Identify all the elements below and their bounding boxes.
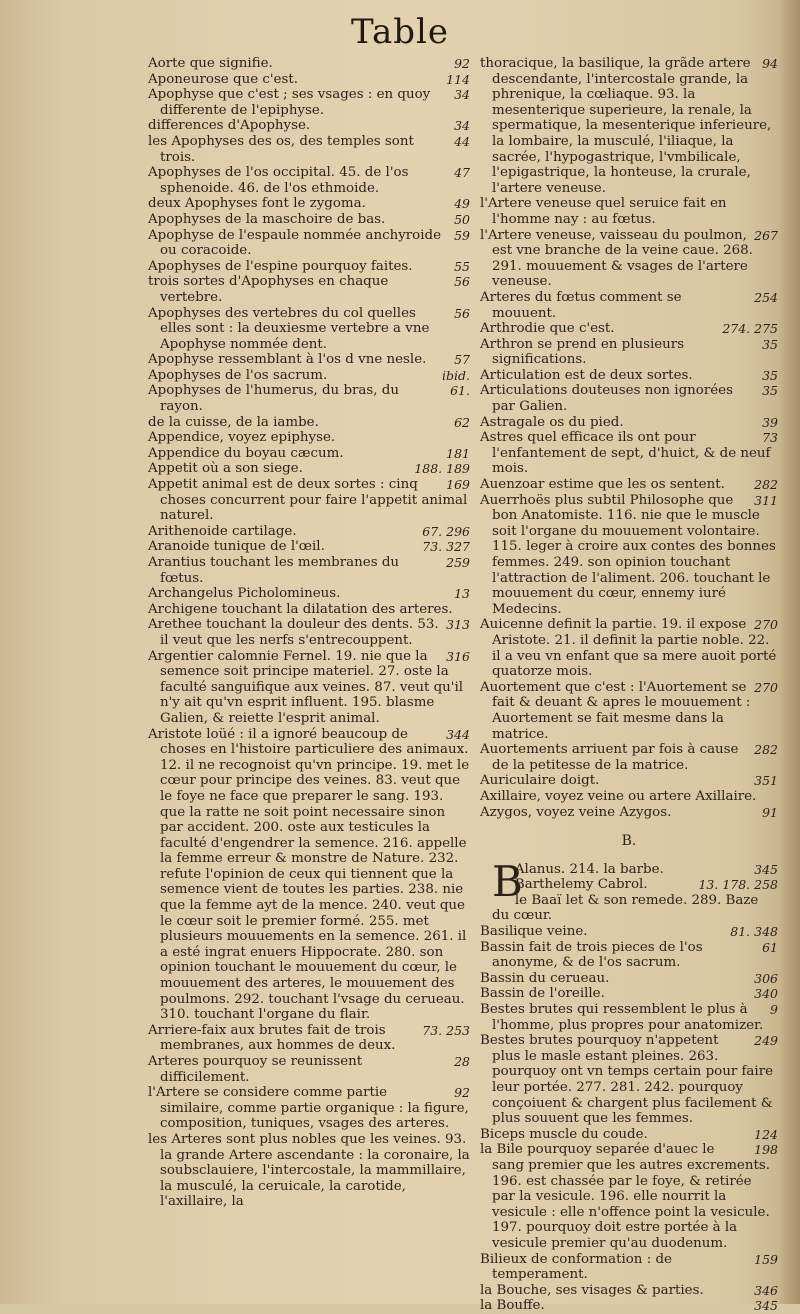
entry-page-ref: 316: [446, 648, 470, 664]
entry-page-ref: ibid.: [442, 367, 470, 383]
entry-page-ref: 81. 348: [730, 924, 778, 940]
index-entry: [148, 602, 470, 618]
index-entry: [480, 1142, 778, 1251]
entry-text: Apophyses de l'os sacrum.: [148, 367, 328, 383]
entry-page-ref: 159: [754, 1251, 778, 1267]
entry-page-ref: 61.: [450, 383, 470, 399]
index-entry: [480, 415, 778, 431]
index-entry: [148, 228, 470, 259]
entry-page-ref: 346: [754, 1282, 778, 1298]
entry-page-ref: 50: [454, 211, 470, 227]
index-entry: [480, 477, 778, 493]
entry-text: differences d'Apophyse.: [148, 118, 311, 134]
entry-text: la Bouche, ses visages & parties.: [480, 1282, 704, 1298]
entry-text: Astres quel efficace ils ont pour l'enfantement de sept, d'huict, & de neuf mois.: [480, 430, 771, 477]
entry-page-ref: 28: [454, 1054, 470, 1069]
page-gutter-shadow: [778, 0, 800, 1304]
entry-text: Alanus. 214. la barbe.: [514, 861, 664, 877]
index-entry: [480, 368, 778, 384]
entry-text: Apophyses de l'os occipital. 45. de l'os sphenoide. 46. de l'os ethmoide.: [148, 165, 409, 196]
entry-text: Bassin du cerueau.: [480, 970, 610, 986]
index-entry: [480, 196, 778, 227]
index-entry: [148, 196, 470, 212]
entry-page-ref: 47: [454, 165, 470, 181]
index-entry: [480, 383, 778, 414]
index-entry: [148, 87, 470, 118]
entry-page-ref: 39: [762, 414, 778, 430]
entry-text: Apophyses de l'espine pourquoy faites.: [148, 258, 413, 274]
entry-page-ref: 181: [446, 445, 470, 461]
entry-page-ref: 13: [454, 586, 470, 602]
entry-page-ref: 91: [762, 804, 778, 820]
entry-page-ref: 61: [762, 939, 778, 955]
index-entry: [148, 1023, 470, 1054]
index-entry: [480, 971, 778, 987]
entry-text: Astragale os du pied.: [480, 414, 624, 430]
entry-text: la Bile pourquoy separée d'auec le sang premier que les autres excrements. 196. est chassée par le foye, & retirée par la vesicule. 196. elle nourrit la vesicule : elle n'offence point la vesicule. 197. pourquoy doit estre portée à la vesicule premier qu'au duodenum.: [480, 1142, 770, 1251]
entry-text: Bestes brutes qui ressemblent le plus à l'homme, plus propres pour anatomizer.: [480, 1002, 764, 1033]
entry-text: Appetit où a son siege.: [148, 461, 303, 477]
entry-text: Arteres du fœtus comment se mouuent.: [480, 289, 682, 321]
entry-page-ref: 62: [454, 414, 470, 430]
index-entry: [148, 586, 470, 602]
entry-page-ref: 56: [454, 274, 470, 290]
index-entry: [480, 430, 778, 477]
entry-text: de la cuisse, de la iambe.: [148, 414, 319, 430]
index-entry: [480, 1127, 778, 1143]
entry-text: les Arteres sont plus nobles que les veines. 93. la grande Artere ascendante : la coronaire, la soubsclauiere, l'intercostale, la mammillaire, la musculé, la ceruicale, la carotide, l'axillaire, la: [148, 1131, 470, 1210]
entry-page-ref: 59: [454, 227, 470, 243]
entry-page-ref: 34: [454, 118, 470, 134]
entry-page-ref: 34: [454, 87, 470, 103]
entry-text: deux Apophyses font le zygoma.: [148, 196, 366, 212]
entry-text: Argentier calomnie Fernel. 19. nie que la semence soit principe materiel. 27. oste la faculté sanguifique aux veines. 87. veut qu'il n'y ait qu'vn esprit influent. 195. blasme Galien, & reiette l'esprit animal.: [148, 648, 464, 726]
entry-page-ref: 274. 275: [722, 321, 778, 337]
index-entry: [148, 415, 470, 431]
entry-text: Auicenne definit la partie. 19. il expose Aristote. 21. il definit la partie noble. 22. il a veu vn enfant que sa mere auoit porté quatorze mois.: [480, 617, 777, 680]
entry-page-ref: 35: [762, 383, 778, 399]
index-entry: [148, 56, 470, 72]
entry-page-ref: 254: [754, 289, 778, 305]
index-entry: [480, 789, 778, 805]
index-entry: [148, 524, 470, 540]
entry-text: trois sortes d'Apophyses en chaque vertebre.: [148, 274, 389, 305]
entry-text: Axillaire, voyez veine ou artere Axillaire.: [480, 788, 757, 804]
index-entry: [480, 877, 778, 893]
index-entry: [148, 352, 470, 368]
index-entry: [480, 680, 778, 742]
entry-text: Auriculaire doigt.: [480, 773, 600, 789]
entry-page-ref: 73. 327: [422, 539, 470, 555]
dropcap-letter: B: [492, 856, 523, 906]
entry-text: Auenzoar estime que les os sentent.: [480, 477, 725, 493]
right-column: [480, 56, 778, 1314]
entry-page-ref: 282: [754, 477, 778, 493]
index-entry: [480, 337, 778, 368]
entry-text: Apophyse de l'espaule nommée anchyroide ou coracoide.: [148, 227, 441, 259]
section-heading-b: B.: [621, 833, 637, 850]
entry-page-ref: 351: [754, 773, 778, 789]
section-b-entries: [480, 856, 778, 1314]
index-entry: [148, 259, 470, 275]
entry-text: Apophyses de l'humerus, du bras, du rayon.: [148, 383, 399, 415]
entry-text: Arriere-faix aux brutes fait de trois membranes, aux hommes de deux.: [148, 1022, 396, 1054]
entry-text: Bassin de l'oreille.: [480, 986, 605, 1002]
entry-text: Apophyse ressemblant à l'os d vne nesle.: [148, 352, 427, 368]
entry-page-ref: 198: [754, 1142, 778, 1158]
index-entry: [480, 742, 778, 773]
index-entry: [148, 134, 470, 165]
index-entry: [148, 1054, 470, 1085]
index-entry: [148, 430, 470, 446]
entry-text: les Apophyses des os, des temples sont trois.: [148, 133, 414, 165]
entry-text: Auerrhoës plus subtil Philosophe que bon Anatomiste. 116. nie que le muscle soit l'organe du mouuement volontaire. 115. leger à croire aux contes des bonnes femmes. 249. son opinion touchant l'attraction de l'aliment. 206. touchant le mouuement du cœur, ennemy iuré Medecins.: [480, 492, 776, 617]
entry-text: Arteres pourquoy se reunissent difficilement.: [148, 1054, 363, 1085]
entry-text: Appendice du boyau cæcum.: [148, 445, 344, 461]
index-entry: [480, 617, 778, 679]
entry-text: Apophyses de la maschoire de bas.: [148, 211, 386, 227]
entry-text: Bestes brutes pourquoy n'appetent plus le masle estant pleines. 263. pourquoy ont vn temps certain pour faire leur portée. 277. 281. 242. pourquoy conçoiuent & chargent plus facilement & plus souuent que les femmes.: [480, 1033, 774, 1127]
index-entry: [148, 617, 470, 648]
entry-text: Arthrodie que c'est.: [480, 321, 615, 337]
left-column: [148, 56, 470, 1210]
entry-text: l'Artere se considere comme partie similaire, comme partie organique : la figure, composition, tuniques, vsages des arteres.: [148, 1085, 469, 1132]
index-entry: [480, 228, 778, 290]
entry-text: thoracique, la basilique, la grãde artere descendante, l'intercostale grande, la phrenique, la cœliaque. 93. la mesenterique superieure, la renale, la spermatique, la mesenterique inferieure, la lombaire, la musculé, l'iliaque, la sacrée, l'hypogastrique, l'vmbilicale, l'epigastrique, la honteuse, la crurale, l'artere veneuse.: [480, 56, 772, 196]
index-entry: [148, 461, 470, 477]
entry-page-ref: 67. 296: [422, 523, 470, 539]
entry-text: Appetit animal est de deux sortes : cinq choses concurrent pour faire l'appetit animal naturel.: [148, 477, 468, 524]
entry-text: Biceps muscle du coude.: [480, 1126, 648, 1142]
entry-page-ref: 35: [762, 367, 778, 383]
entry-text: Bilieux de conformation : de temperament.: [480, 1251, 672, 1283]
entry-text: Aristote loüé : il a ignoré beaucoup de choses en l'histoire particuliere des animaux. 12. il ne recognoist qu'vn principe. 19. met le cœur pour principe des veines. 83. veut que le foye ne face que preparer le sang. 193. que la ratte ne soit point necessaire sinon par accident. 200. oste aux testicules la faculté d'engendrer la semence. 216. appelle la femme erreur & monstre de Nature. 232. refute l'opinion de ceux qui tiennent que la semence vient de toutes les parties. 238. nie que la femme ayt de la mence. 240. veut que le cœur soit le premier formé. 255. met plusieurs mouuements en la semence. 261. il a esté ingrat enuers Hippocrate. 280. son opinion touchant le mouuement du cœur, le mouuement des arteres, le mouuement des poulmons. 292. touchant l'vsage du cerueau. 310. touchant l'organe du flair.: [148, 726, 470, 1023]
entry-page-ref: 124: [754, 1126, 778, 1142]
running-head: Table: [350, 12, 450, 52]
entry-page-ref: 249: [754, 1033, 778, 1049]
entry-page-ref: 92: [454, 56, 470, 71]
entry-text: le Baaï let & son remede. 289. Baze du cœur.: [492, 892, 759, 924]
index-entry: [148, 539, 470, 555]
entry-text: Arithenoide cartilage.: [148, 523, 297, 539]
index-entry: [480, 893, 778, 924]
index-entry: [148, 1132, 470, 1210]
entry-page-ref: 57: [454, 352, 470, 368]
entry-page-ref: 270: [754, 679, 778, 695]
index-entry: [480, 1283, 778, 1299]
index-entry: [148, 649, 470, 727]
right-column-entries: [480, 56, 778, 820]
entry-page-ref: 282: [754, 742, 778, 758]
index-entry: [148, 446, 470, 462]
index-entry: [480, 805, 778, 821]
entry-page-ref: 35: [762, 336, 778, 352]
entry-page-ref: 344: [446, 726, 470, 742]
index-entry: [480, 773, 778, 789]
entry-text: Arethee touchant la douleur des dents. 53. il veut que les nerfs s'entrecouppent.: [148, 617, 439, 648]
index-entry: [480, 1002, 778, 1033]
entry-page-ref: 259: [446, 555, 470, 570]
entry-text: Apophyse que c'est ; ses vsages : en quoy differente de l'epiphyse.: [148, 87, 431, 118]
index-entry: [148, 555, 470, 586]
entry-page-ref: 313: [446, 617, 470, 633]
index-entry: [480, 1298, 778, 1314]
entry-page-ref: 114: [446, 71, 470, 87]
entry-text: l'Artere veneuse, vaisseau du poulmon, est vne branche de la veine caue. 268. 291. mouuement & vsages de l'artere veneuse.: [480, 227, 753, 290]
index-entry: [480, 1252, 778, 1283]
entry-text: Articulation est de deux sortes.: [480, 367, 693, 383]
entry-text: Aponeurose que c'est.: [148, 71, 298, 87]
entry-text: Auortement que c'est : l'Auortement se fait & deuant & apres le mouuement : Auortement se fait mesme dans la matrice.: [480, 679, 751, 742]
entry-page-ref: 270: [754, 617, 778, 633]
entry-page-ref: 9: [770, 1002, 778, 1018]
index-entry: [480, 56, 778, 196]
entry-page-ref: 55: [454, 258, 470, 274]
entry-text: Articulations douteuses non ignorées par Galien.: [480, 383, 733, 415]
entry-page-ref: 13. 178. 258: [698, 877, 778, 893]
index-entry: [480, 1033, 778, 1127]
entry-text: Auortements arriuent par fois à cause de la petitesse de la matrice.: [480, 742, 739, 773]
entry-page-ref: 44: [454, 133, 470, 149]
entry-page-ref: 73: [762, 430, 778, 446]
index-entry: [480, 493, 778, 618]
entry-text: Bassin fait de trois pieces de l'os anonyme, & de l'os sacrum.: [480, 939, 703, 971]
entry-text: la Bouffe.: [480, 1298, 545, 1314]
index-entry: [148, 727, 470, 1023]
index-entry: [480, 924, 778, 940]
index-entry: [148, 72, 470, 88]
index-entry: [480, 321, 778, 337]
entry-text: Aorte que signifie.: [148, 56, 273, 71]
index-entry: [148, 368, 470, 384]
entry-text: Apophyses des vertebres du col quelles elles sont : la deuxiesme vertebre a vne Apophyse nommée dent.: [148, 305, 430, 352]
index-entry: [148, 118, 470, 134]
entry-page-ref: 188. 189: [414, 461, 470, 477]
entry-text: Appendice, voyez epiphyse.: [148, 430, 336, 446]
entry-page-ref: 306: [754, 970, 778, 986]
index-entry: [148, 306, 470, 353]
entry-page-ref: 49: [454, 196, 470, 212]
entry-page-ref: 56: [454, 305, 470, 321]
entry-page-ref: 345: [754, 1298, 778, 1314]
entry-page-ref: 345: [754, 861, 778, 877]
index-entry: [148, 165, 470, 196]
entry-text: Archangelus Picholomineus.: [148, 586, 341, 602]
index-entry: [480, 290, 778, 321]
entry-text: Aranoide tunique de l'œil.: [148, 539, 325, 555]
entry-page-ref: 169: [446, 477, 470, 493]
index-entry: [148, 274, 470, 305]
index-entry: [148, 1085, 470, 1132]
index-entry: [148, 212, 470, 228]
entry-page-ref: 73. 253: [422, 1022, 470, 1038]
entry-page-ref: 340: [754, 986, 778, 1002]
entry-page-ref: 92: [454, 1085, 470, 1101]
entry-text: Barthelemy Cabrol.: [514, 877, 648, 893]
entry-text: l'Artere veneuse quel seruice fait en l'homme nay : au fœtus.: [480, 196, 727, 227]
entry-page-ref: 311: [754, 492, 778, 508]
index-entry: [148, 477, 470, 524]
entry-page-ref: 267: [754, 227, 778, 243]
entry-text: Basilique veine.: [480, 924, 588, 940]
entry-text: Arthron se prend en plusieurs significations.: [480, 336, 685, 368]
index-entry: [148, 383, 470, 414]
entry-text: Archigene touchant la dilatation des arteres.: [148, 601, 453, 617]
index-entry: [480, 940, 778, 971]
entry-page-ref: 94: [762, 56, 778, 71]
entry-text: Arantius touchant les membranes du fœtus.: [148, 555, 400, 586]
entry-text: Azygos, voyez veine Azygos.: [480, 804, 672, 820]
index-entry: [480, 986, 778, 1002]
